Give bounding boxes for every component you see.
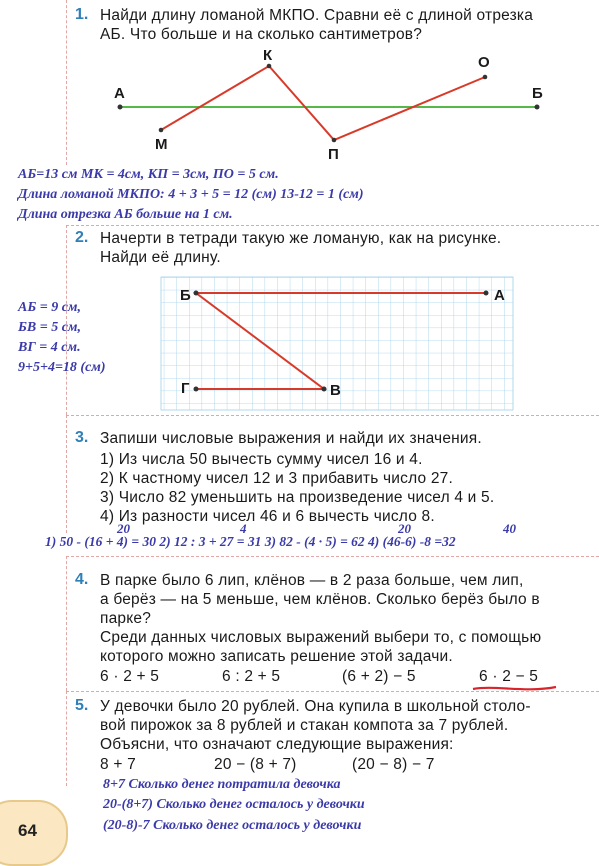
task-item: 4) Из разности чисел 46 и 6 вычесть число 8. bbox=[100, 508, 435, 525]
task-text: Найди длину ломаной МКПО. Сравни её с длиной отрезка bbox=[100, 7, 534, 24]
answer-text: БВ = 5 см, bbox=[18, 320, 82, 335]
task-text: Найди её длину. bbox=[100, 249, 221, 266]
separator bbox=[66, 556, 599, 557]
label-g: Г bbox=[181, 380, 190, 397]
answer-text: 8+7 Сколько денег потратила девочка bbox=[103, 777, 341, 792]
superscript-value: 40 bbox=[503, 521, 516, 536]
expression-option-selected: 6 · 2 − 5 bbox=[479, 668, 539, 685]
red-underline bbox=[470, 682, 560, 696]
page-number: 64 bbox=[18, 821, 37, 840]
expression-option: 6 : 2 + 5 bbox=[222, 668, 281, 685]
label-a: А bbox=[494, 287, 505, 304]
label-v: В bbox=[330, 382, 341, 399]
task-text: Начерти в тетради такую же ломаную, как на рисунке. bbox=[100, 230, 502, 247]
task-text: а берёз — на 5 меньше, чем клёнов. Сколько берёз было в bbox=[100, 591, 540, 608]
answer-text: АБ = 9 см, bbox=[18, 300, 82, 315]
margin-line bbox=[66, 691, 67, 786]
expression-option: (6 + 2) − 5 bbox=[342, 668, 416, 685]
label-o: О bbox=[478, 54, 490, 71]
task-text: АБ. Что больше и на сколько сантиметров? bbox=[100, 26, 423, 43]
grid-figure bbox=[0, 0, 599, 420]
task-number: 1. bbox=[75, 6, 89, 23]
task-text: У девочки было 20 рублей. Она купила в школьной столо- bbox=[100, 698, 531, 715]
superscript-value: 4 bbox=[240, 521, 247, 536]
answer-text: ВГ = 4 см. bbox=[18, 340, 81, 355]
task-item: 1) Из числа 50 вычесть сумму чисел 16 и 4. bbox=[100, 451, 423, 468]
task-number: 4. bbox=[75, 571, 89, 588]
expression: 8 + 7 bbox=[100, 756, 136, 773]
superscript-value: 20 bbox=[117, 521, 130, 536]
label-a: А bbox=[114, 85, 125, 102]
expression-option: 6 · 2 + 5 bbox=[100, 668, 160, 685]
label-m: М bbox=[155, 136, 168, 153]
answer-text: 20-(8+7) Сколько денег осталось у девочки bbox=[103, 797, 365, 812]
task-text: Запиши числовые выражения и найди их значения. bbox=[100, 430, 482, 447]
margin-line bbox=[66, 556, 67, 691]
answer-text: (20-8)-7 Сколько денег осталось у девочки bbox=[103, 818, 362, 833]
label-b: Б bbox=[180, 287, 191, 304]
expression: 20 − (8 + 7) bbox=[214, 756, 297, 773]
expression: (20 − 8) − 7 bbox=[352, 756, 435, 773]
label-b: Б bbox=[532, 85, 543, 102]
task-text: которого можно записать решение этой задачи. bbox=[100, 648, 453, 665]
task-number: 3. bbox=[75, 429, 89, 446]
task-item: 3) Число 82 уменьшить на произведение чисел 4 и 5. bbox=[100, 489, 495, 506]
answer-text: Длина ломаной МКПО: 4 + 3 + 5 = 12 (см) 13-12 = 1 (см) bbox=[18, 187, 364, 202]
task-text: Объясни, что означают следующие выражения: bbox=[100, 736, 454, 753]
answer-text: АБ=13 см МК = 4см, КП = 3см, ПО = 5 см. bbox=[18, 167, 279, 182]
task-item: 2) К частному чисел 12 и 3 прибавить число 27. bbox=[100, 470, 453, 487]
label-p: П bbox=[328, 146, 339, 163]
task-text: вой пирожок за 8 рублей и стакан компота за 7 рублей. bbox=[100, 717, 509, 734]
margin-line bbox=[66, 415, 67, 533]
answer-text: Длина отрезка АБ больше на 1 см. bbox=[18, 207, 233, 222]
task-text: Среди данных числовых выражений выбери то, с помощью bbox=[100, 629, 542, 646]
label-k: К bbox=[263, 47, 273, 64]
task-number: 2. bbox=[75, 229, 89, 246]
answer-text: 9+5+4=18 (см) bbox=[18, 360, 106, 375]
task-text: парке? bbox=[100, 610, 152, 627]
task-text: В парке было 6 лип, клёнов — в 2 раза больше, чем лип, bbox=[100, 572, 524, 589]
task-number: 5. bbox=[75, 697, 89, 714]
answer-text: 1) 50 - (16 + 4) = 30 2) 12 : 3 + 27 = 31 3) 82 - (4 · 5) = 62 4) (46-6) -8 =32 bbox=[45, 534, 456, 549]
superscript-value: 20 bbox=[398, 521, 411, 536]
